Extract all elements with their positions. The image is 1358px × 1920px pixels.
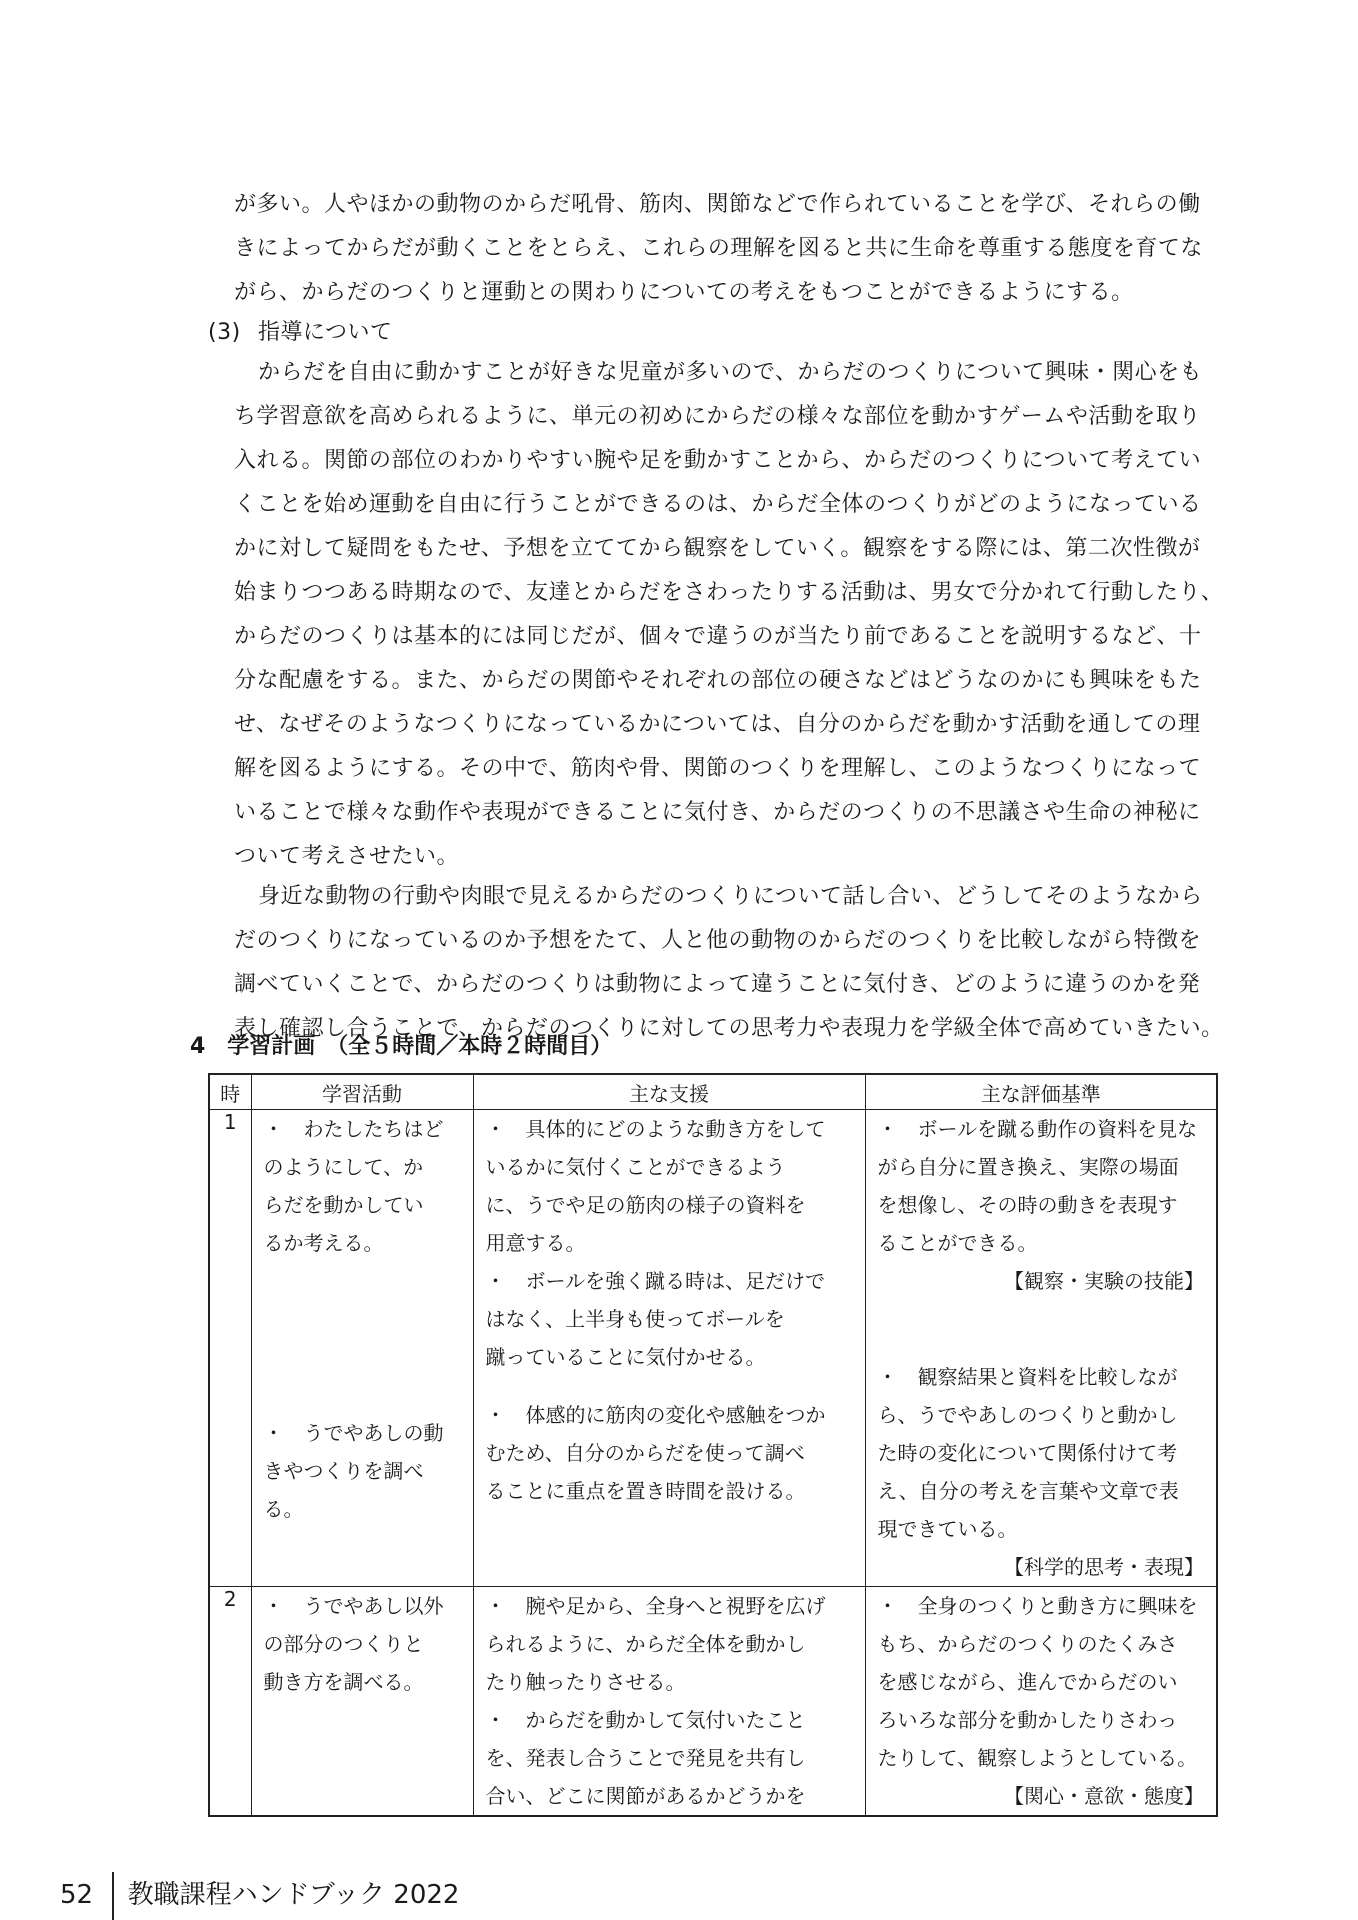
cell-line: らだを動かしてい [263, 1193, 424, 1217]
text-line: 入れる。関節の部位のわかりやすい腕や足を動かすことから、からだのつくりについて考えてい [234, 448, 1202, 473]
cell-line: 動き方を調べる。 [263, 1670, 424, 1694]
cell-line: るか考える。 [263, 1231, 384, 1255]
text-line: だのつくりになっているのか予想をたて、人と他の動物のからだのつくりを比較しながら特徴を [234, 928, 1202, 953]
cell-line: のようにして、か [263, 1155, 424, 1179]
cell-line: はなく、上半身も使ってボールを [485, 1307, 785, 1331]
cell-line: ・ うでやあしの動 [263, 1421, 444, 1445]
header-criteria: 主な評価基準 [865, 1074, 1217, 1110]
text-line: いることで様々な動作や表現ができることに気付き、からだのつくりの不思議さや生命の神秘に [234, 800, 1201, 825]
support-cell [473, 1110, 865, 1587]
text-line: 身近な動物の行動や肉眼で見えるからだのつくりについて話し合い、どうしてそのようなから [258, 884, 1203, 909]
section-title: 指導について [258, 320, 393, 345]
cell-line: を感じながら、進んでからだのい [877, 1670, 1178, 1694]
cell-line: がら自分に置き換え、実際の場面 [877, 1155, 1179, 1179]
text-line: からだのつくりは基本的には同じだが、個々で違うのが当たり前であることを説明するなど、十 [234, 624, 1202, 649]
cell-line: ・ わたしたちはど [263, 1117, 444, 1141]
evaluation-tag: 【科学的思考・表現】 [1004, 1555, 1204, 1579]
activity-cell [251, 1110, 473, 1587]
text-line: がら、からだのつくりと運動との関わりについての考えをもつことができるようにする。 [234, 280, 1134, 305]
cell-line: ・ ボールを蹴る動作の資料を見な [877, 1117, 1198, 1141]
cell-line: を想像し、その時の動きを表現す [877, 1193, 1178, 1217]
text-line: 始まりつつある時期なので、友達とからだをさわったりする活動は、男女で分かれて行動したり、 [234, 580, 1224, 605]
page-footer [60, 1880, 459, 1910]
text-line: かに対して疑問をもたせ、予想を立ててから観察をしていく。観察をする際には、第二次性徴が [234, 536, 1201, 561]
text-line: からだを自由に動かすことが好きな児童が多いので、からだのつくりについて興味・関心をも [258, 360, 1203, 385]
cell-line: ・ 腕や足から、全身へと視野を広げ [485, 1594, 826, 1618]
cell-line: ることができる。 [877, 1231, 1038, 1255]
cell-line: た時の変化について関係付けて考 [877, 1441, 1178, 1465]
cell-line: ・ 体感的に筋肉の変化や感触をつか [485, 1403, 826, 1427]
cell-line: ・ ボールを強く蹴る時は、足だけで [485, 1269, 826, 1293]
cell-line: たり触ったりさせる。 [485, 1670, 686, 1694]
cell-line: たりして、観察しようとしている。 [877, 1746, 1198, 1770]
cell-line: 蹴っていることに気付かせる。 [485, 1345, 766, 1369]
cell-line: られるように、からだ全体を動かし [485, 1632, 806, 1656]
cell-line: ・ からだを動かして気付いたこと [485, 1708, 806, 1732]
page-number: 52 [60, 1880, 94, 1910]
text-line: が多い。人やほかの動物のからだ吼骨、筋肉、関節などで作られていることを学び、それらの働 [234, 192, 1201, 217]
cell-line: ・ 観察結果と資料を比較しなが [877, 1365, 1178, 1389]
header-period: 時 [209, 1074, 251, 1110]
learning-plan-table [208, 1073, 1218, 1817]
cell-line: 用意する。 [485, 1231, 586, 1255]
cell-line: きやつくりを調べ [263, 1459, 424, 1483]
section-number: (3) [208, 320, 241, 345]
cell-line: いるかに気付くことができるよう [485, 1155, 786, 1179]
cell-line: ら、うでやあしのつくりと動かし [877, 1403, 1178, 1427]
cell-line: ・ 具体的にどのような動き方をして [485, 1117, 826, 1141]
text-line: 解を図るようにする。その中で、筋肉や骨、関節のつくりを理解し、このようなつくりになって [234, 756, 1202, 781]
criteria-cell [865, 1110, 1217, 1587]
period-cell: 2 [209, 1587, 251, 1817]
table-row [209, 1110, 1217, 1587]
section-4-title: 4 学習計画 （全５時間／本時２時間目） [190, 1034, 613, 1059]
text-line: 調べていくことで、からだのつくりは動物によって違うことに気付き、どのように違うのかを発 [234, 972, 1201, 997]
cell-line: もち、からだのつくりのたくみさ [877, 1632, 1178, 1656]
text-line: 分な配慮をする。また、からだの関節やそれぞれの部位の硬さなどはどうなのかにも興味をもた [234, 668, 1202, 693]
cell-gap [252, 1300, 473, 1338]
cell-line: ろいろな部分を動かしたりさわっ [877, 1708, 1178, 1732]
cell-line: に、うでや足の筋肉の様子の資料を [485, 1193, 806, 1217]
cell-line: る。 [263, 1497, 304, 1521]
cell-line: ることに重点を置き時間を設ける。 [485, 1479, 806, 1503]
cell-line: むため、自分のからだを使って調べ [485, 1441, 805, 1465]
cell-line: の部分のつくりと [263, 1632, 424, 1656]
text-line: 表し確認し合うことで、からだのつくりに対しての思考力や表現力を学級全体で高めていきたい。 [234, 1016, 1224, 1041]
criteria-cell [865, 1587, 1217, 1817]
text-line: ついて考えさせたい。 [234, 844, 460, 869]
table-row [209, 1587, 1217, 1817]
cell-line: ・ うでやあし以外 [263, 1594, 444, 1618]
header-activity: 学習活動 [251, 1074, 473, 1110]
period-cell: 1 [209, 1110, 251, 1587]
cell-gap [474, 1376, 865, 1396]
support-cell [473, 1587, 865, 1817]
cell-line: 合い、どこに関節があるかどうかを [485, 1784, 806, 1808]
book-title: 教職課程ハンドブック 2022 [127, 1880, 460, 1910]
text-line: ち学習意欲を高められるように、単元の初めにからだの様々な部位を動かすゲームや活動を取り [234, 404, 1201, 429]
cell-gap [866, 1300, 1217, 1358]
cell-gap [252, 1262, 473, 1300]
text-line: くことを始め運動を自由に行うことができるのは、からだ全体のつくりがどのようになっている [234, 492, 1202, 517]
table-header-row [209, 1074, 1217, 1110]
cell-line: を、発表し合うことで発見を共有し [485, 1746, 806, 1770]
cell-line: え、自分の考えを言葉や文章で表 [877, 1479, 1179, 1503]
evaluation-tag: 【観察・実験の技能】 [1004, 1269, 1204, 1293]
cell-line: 現できている。 [877, 1517, 1018, 1541]
cell-gap [252, 1376, 473, 1414]
header-support: 主な支援 [473, 1074, 865, 1110]
cell-line: ・ 全身のつくりと動き方に興味を [877, 1594, 1198, 1618]
cell-gap [252, 1338, 473, 1376]
activity-cell [251, 1587, 473, 1817]
evaluation-tag: 【関心・意欲・態度】 [1004, 1784, 1204, 1808]
text-line: せ、なぜそのようなつくりになっているかについては、自分のからだを動かす活動を通しての理 [234, 712, 1201, 737]
text-line: きによってからだが動くことをとらえ、これらの理解を図ると共に生命を尊重する態度を育てな [234, 236, 1203, 261]
